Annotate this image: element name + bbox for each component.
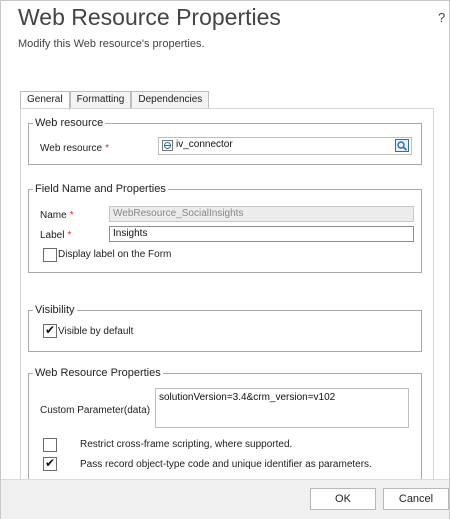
field-properties-legend: Field Name and Properties bbox=[35, 183, 166, 195]
custom-parameter-field[interactable]: solutionVersion=3.4&crm_version=v102 bbox=[155, 388, 409, 428]
required-marker: * bbox=[105, 143, 109, 154]
web-resource-value: iv_connector bbox=[176, 139, 233, 150]
visible-by-default-label: Visible by default bbox=[58, 326, 134, 337]
label-field[interactable]: Insights bbox=[109, 226, 414, 242]
lookup-icon[interactable] bbox=[395, 139, 409, 152]
tab-content bbox=[20, 108, 434, 479]
web-resource-properties-legend: Web Resource Properties bbox=[35, 367, 161, 379]
dialog-subtitle: Modify this Web resource's properties. bbox=[18, 38, 205, 50]
restrict-cross-frame-label: Restrict cross-frame scripting, where supported. bbox=[80, 439, 293, 450]
visibility-legend: Visibility bbox=[35, 304, 75, 316]
display-label-text: Display label on the Form bbox=[58, 249, 172, 260]
tab-bar bbox=[20, 91, 209, 109]
tab-formatting[interactable]: Formatting bbox=[70, 91, 132, 109]
dialog-footer bbox=[1, 479, 449, 519]
web-resource-lookup[interactable] bbox=[158, 137, 412, 155]
web-resource-label-text: Web resource bbox=[40, 143, 103, 154]
web-resource-label bbox=[40, 143, 109, 154]
restrict-cross-frame-checkbox[interactable] bbox=[43, 438, 57, 452]
visible-by-default-checkbox[interactable] bbox=[43, 324, 57, 338]
required-marker: * bbox=[67, 230, 72, 241]
pass-record-label: Pass record object-type code and unique identifier as parameters. bbox=[80, 459, 372, 470]
name-label bbox=[40, 210, 74, 221]
check-icon: ✔ bbox=[44, 323, 56, 337]
label-label-text: Label bbox=[40, 230, 65, 241]
tab-general[interactable]: General bbox=[20, 91, 70, 110]
tab-dependencies[interactable]: Dependencies bbox=[131, 91, 209, 109]
web-resource-legend: Web resource bbox=[35, 117, 104, 129]
pass-record-checkbox[interactable] bbox=[43, 457, 57, 471]
display-label-checkbox[interactable] bbox=[43, 248, 57, 262]
label-label bbox=[40, 230, 71, 241]
help-button[interactable]: ? bbox=[438, 10, 446, 25]
name-field: WebResource_SocialInsights bbox=[109, 206, 414, 222]
ok-button[interactable]: OK bbox=[310, 488, 376, 510]
check-icon: ✔ bbox=[44, 456, 56, 470]
name-label-text: Name bbox=[40, 210, 67, 221]
dialog-title: Web Resource Properties bbox=[18, 4, 281, 30]
required-marker: * bbox=[69, 210, 74, 221]
custom-parameter-label: Custom Parameter(data) bbox=[40, 405, 151, 416]
web-resource-icon bbox=[162, 140, 173, 151]
cancel-button[interactable]: Cancel bbox=[383, 488, 449, 510]
